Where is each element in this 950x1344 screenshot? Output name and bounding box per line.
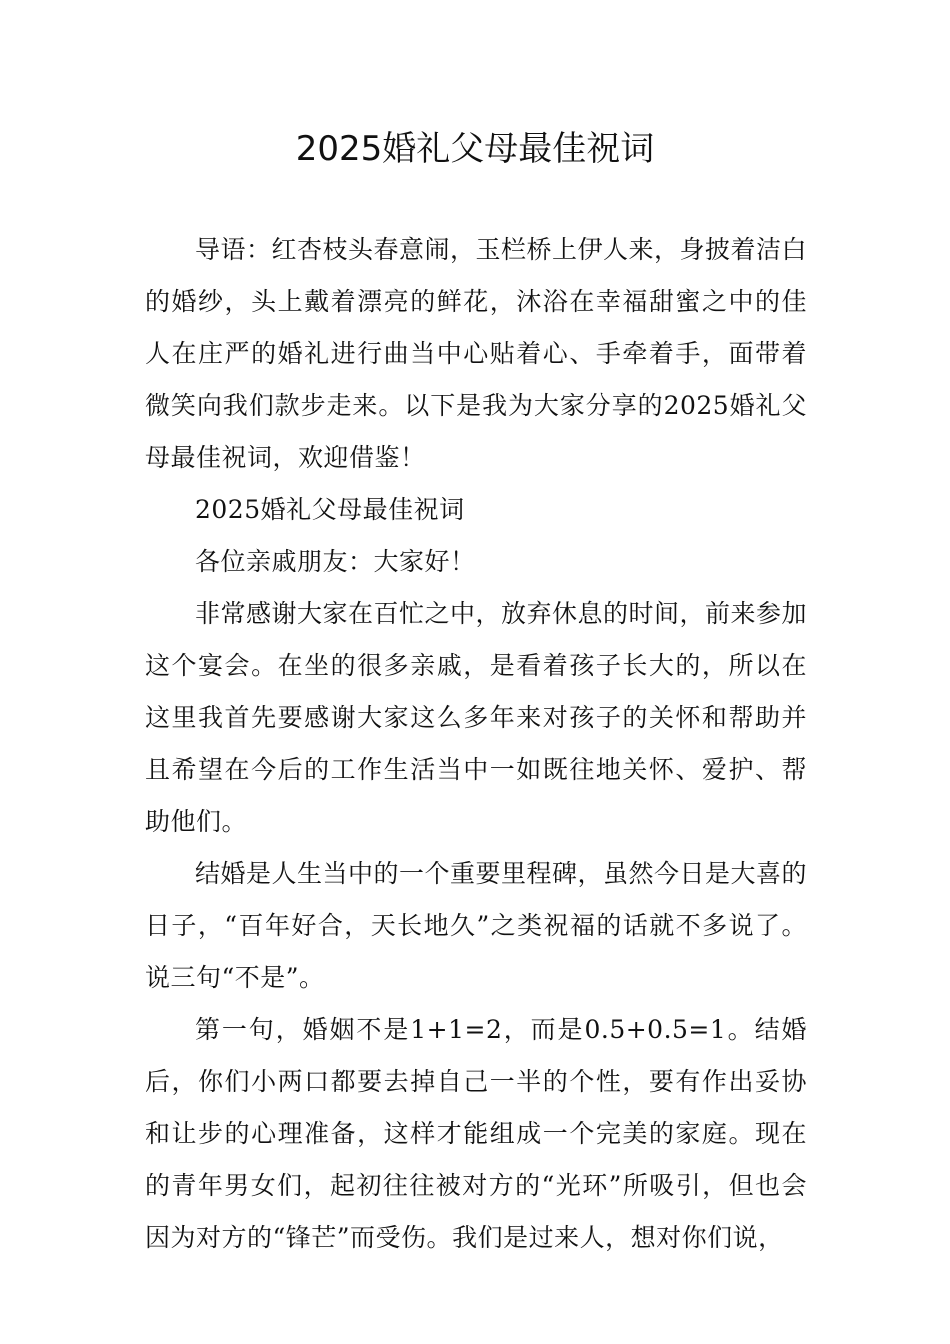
section-heading: 2025婚礼父母最佳祝词	[195, 495, 465, 524]
milestone-paragraph: 结婚是人生当中的一个重要里程碑，虽然今日是大喜的日子，“百年好合，天长地久”之类祝福的话就不多说了。说三句“不是”。	[145, 859, 808, 992]
document-body	[145, 224, 807, 1264]
first-point-paragraph: 第一句，婚姻不是1+1=2，而是0.5+0.5=1。结婚后，你们小两口都要去掉自己一半的个性，要有作出妥协和让步的心理准备，这样才能组成一个完美的家庭。现在的青年男女们，起初往往被对方的“光环”所吸引，但也会因为对方的“锋芒”而受伤。我们是过来人，想对你们说，	[145, 1015, 807, 1252]
thanks-paragraph: 非常感谢大家在百忙之中，放弃休息的时间，前来参加这个宴会。在坐的很多亲戚，是看着孩子长大的，所以在这里我首先要感谢大家这么多年来对孩子的关怀和帮助并且希望在今后的工作生活当中一如既往地关怀、爱护、帮助他们。	[145, 599, 808, 836]
intro-paragraph: 导语：红杏枝头春意闹，玉栏桥上伊人来，身披着洁白的婚纱，头上戴着漂亮的鲜花，沐浴在幸福甜蜜之中的佳人在庄严的婚礼进行曲当中心贴着心、手牵着手，面带着微笑向我们款步走来。以下是我为大家分享的2025婚礼父母最佳祝词，欢迎借鉴！	[145, 235, 808, 472]
greeting-paragraph: 各位亲戚朋友：大家好！	[195, 547, 476, 576]
document-title: 2025婚礼父母最佳祝词	[295, 129, 655, 169]
